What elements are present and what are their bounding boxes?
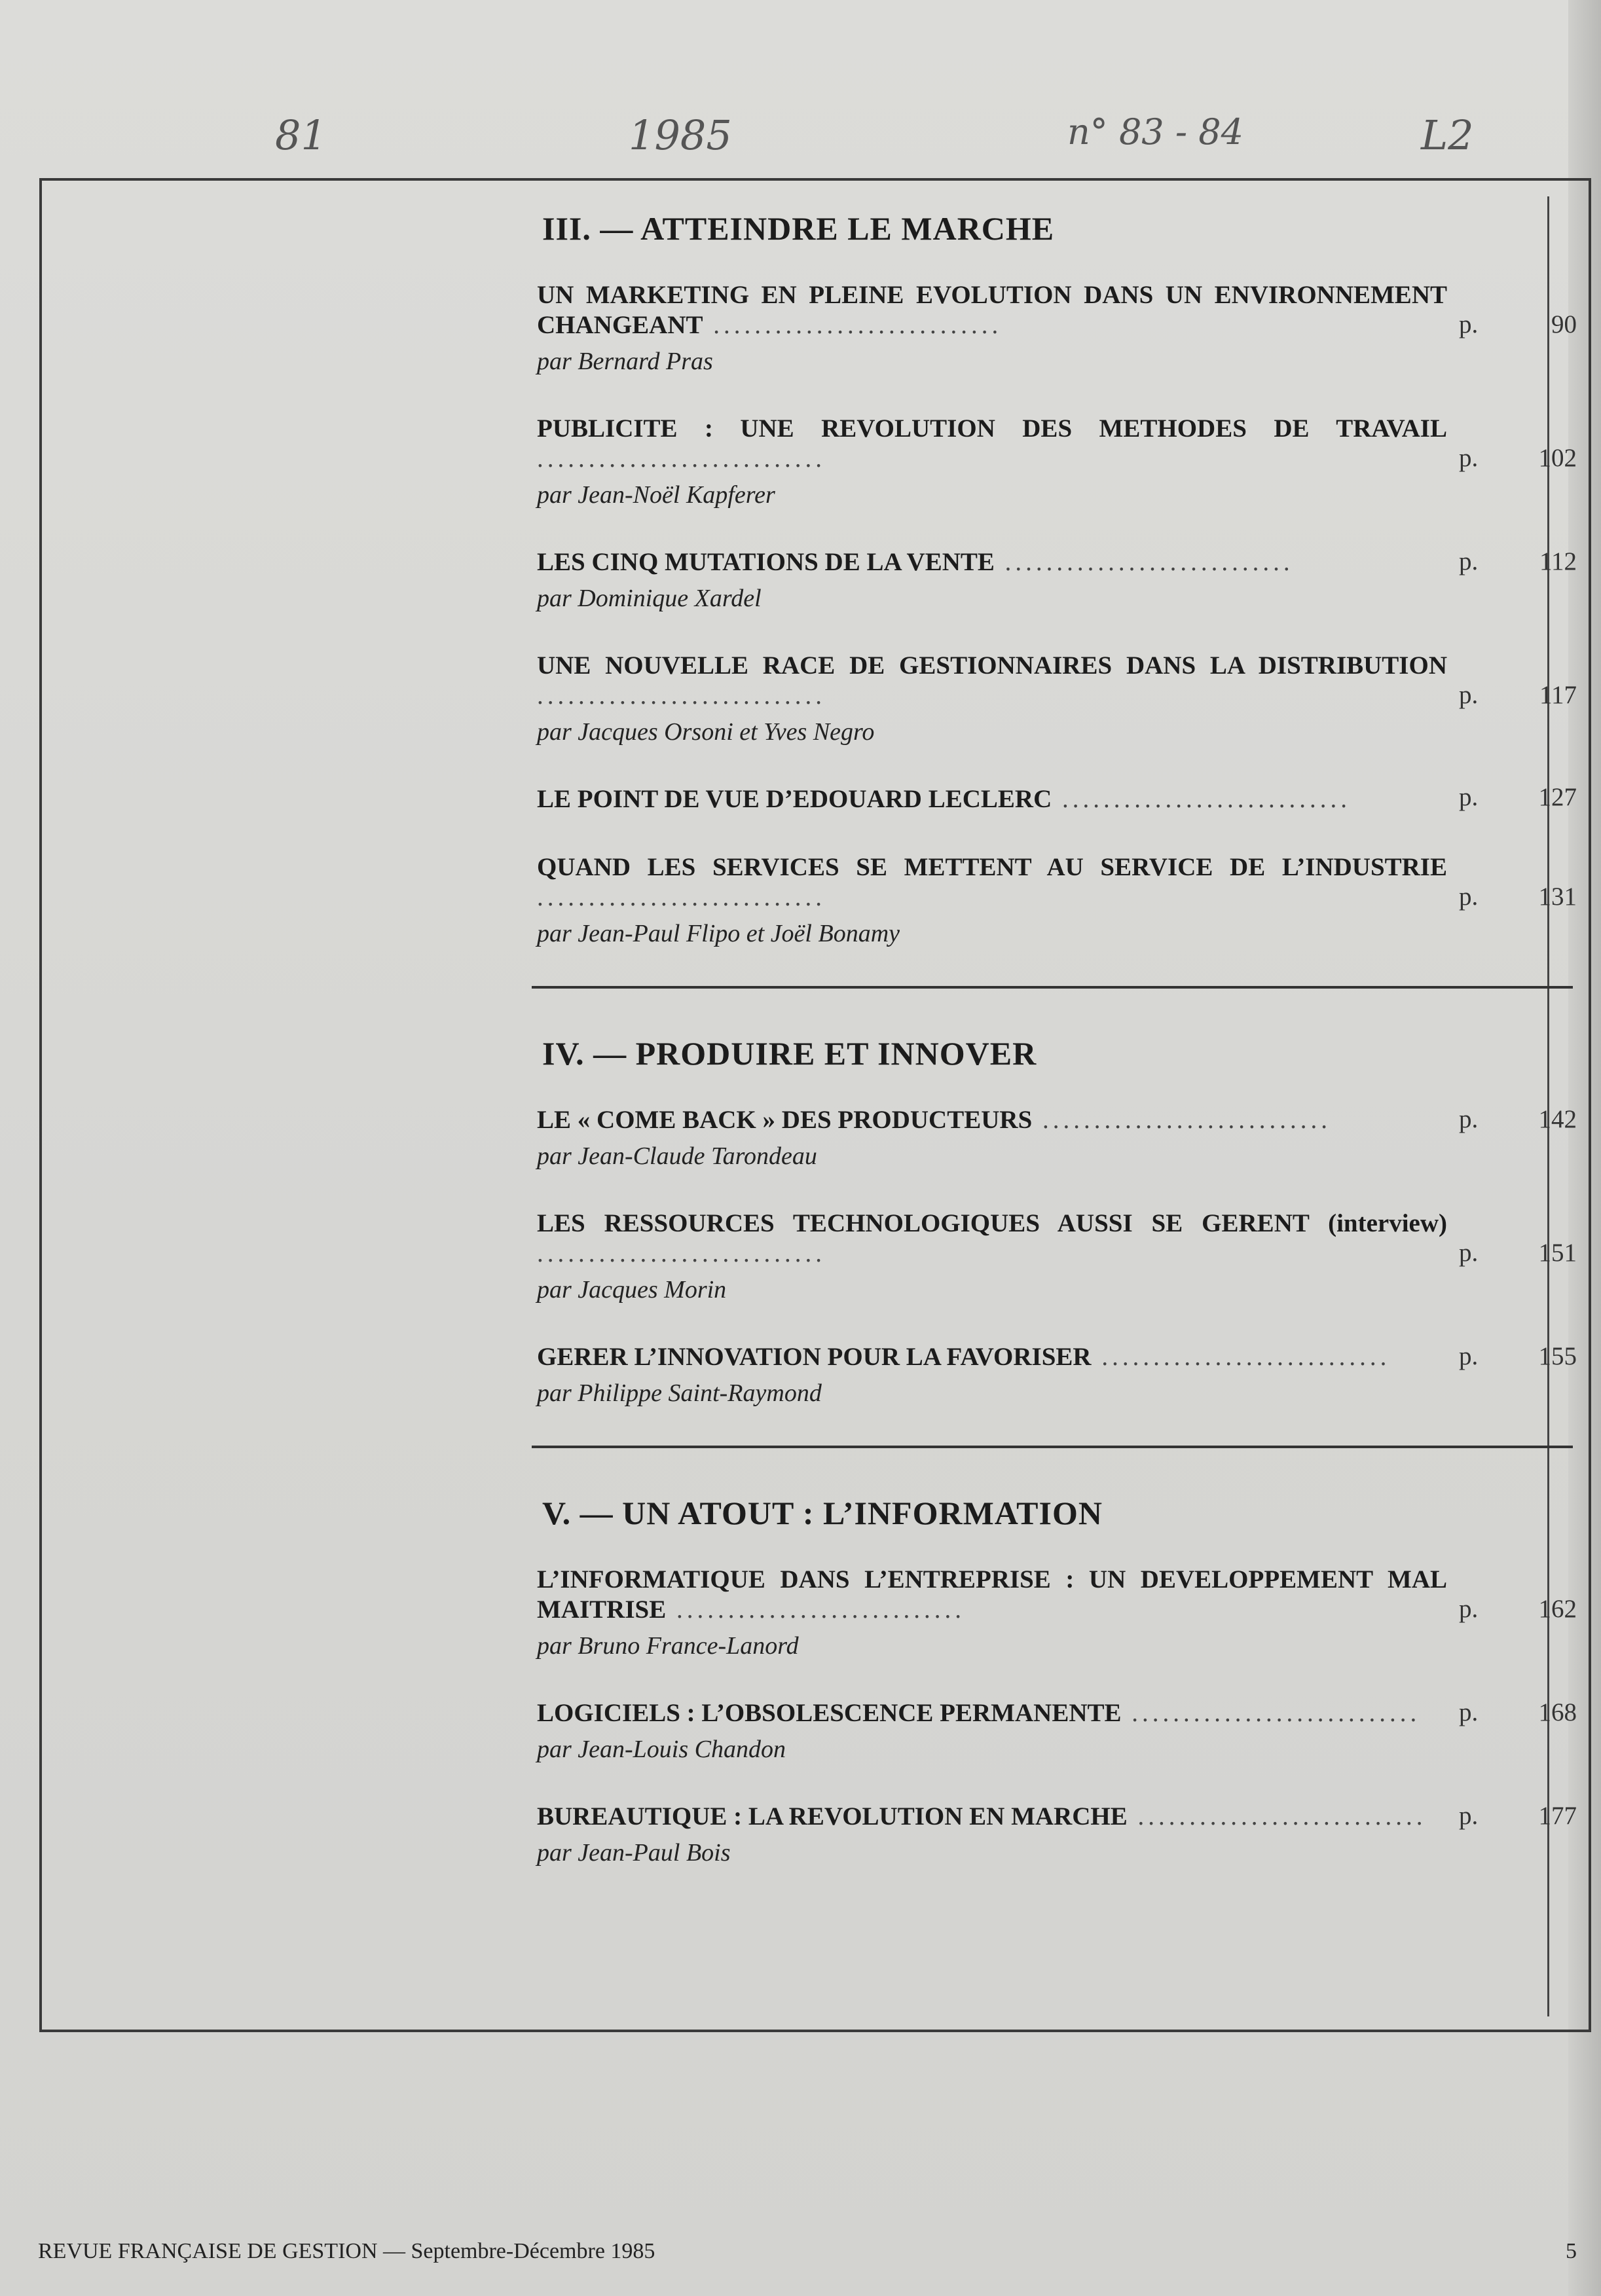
article-author: par Bernard Pras — [537, 348, 713, 375]
article-title — [537, 1698, 1447, 1728]
article-title-text: BUREAUTIQUE : LA REVOLUTION EN MARCHE — [537, 1802, 1128, 1831]
page-number-ref: 102 — [1538, 444, 1577, 472]
page-prefix: p. — [1459, 883, 1479, 911]
article-title-text: LOGICIELS : L’OBSOLESCENCE PERMANENTE — [537, 1699, 1122, 1727]
page-reference — [1459, 680, 1577, 710]
toc-section — [537, 1494, 1585, 1867]
article-title-text: PUBLICITE : UNE REVOLUTION DES METHODES DE TRAVAIL — [537, 414, 1447, 443]
article-title-text: L’INFORMATIQUE DANS L’ENTREPRISE : UN DEVELOPPEMENT MAL MAITRISE — [537, 1565, 1447, 1624]
toc-entry — [537, 784, 1585, 814]
article-author: par Jacques Morin — [537, 1276, 727, 1303]
article-title — [537, 280, 1447, 340]
leader-dots: ............................ — [1032, 1106, 1332, 1134]
page-reference — [1459, 547, 1577, 576]
page-number-ref: 155 — [1538, 1342, 1577, 1370]
toc-entry — [537, 414, 1585, 509]
toc-entry — [537, 651, 1585, 746]
article-author: par Dominique Xardel — [537, 585, 762, 612]
page-prefix: p. — [1459, 1105, 1479, 1133]
page-prefix: p. — [1459, 444, 1479, 472]
page-number-ref: 177 — [1538, 1802, 1577, 1830]
leader-dots: ............................ — [666, 1595, 965, 1624]
leader-dots: ............................ — [1091, 1343, 1391, 1371]
toc-entry — [537, 852, 1585, 948]
page-reference — [1459, 1341, 1577, 1371]
page-footer — [38, 2239, 1577, 2264]
article-title-text: LE « COME BACK » DES PRODUCTEURS — [537, 1106, 1033, 1134]
page-reference — [1459, 1238, 1577, 1267]
section-divider — [532, 1446, 1573, 1448]
toc-section — [537, 210, 1585, 948]
page-number-ref: 90 — [1551, 310, 1577, 338]
section-title: III. — ATTEINDRE LE MARCHE — [542, 210, 1055, 247]
article-title — [537, 1342, 1447, 1372]
page-reference — [1459, 1594, 1577, 1624]
toc-entry — [537, 1565, 1585, 1660]
page-prefix: p. — [1459, 681, 1479, 709]
leader-dots: ............................ — [1127, 1802, 1427, 1831]
leader-dots: ............................ — [537, 445, 826, 473]
leader-dots: ............................ — [1052, 785, 1352, 813]
page-reference — [1459, 1698, 1577, 1727]
article-title-text: GERER L’INNOVATION POUR LA FAVORISER — [537, 1343, 1092, 1371]
table-of-contents — [537, 210, 1585, 1905]
toc-entry — [537, 1209, 1585, 1304]
article-author: par Jacques Orsoni et Yves Negro — [537, 718, 875, 746]
article-author: par Philippe Saint-Raymond — [537, 1379, 822, 1407]
page-prefix: p. — [1459, 1239, 1479, 1267]
page-number-ref: 151 — [1538, 1239, 1577, 1267]
page-number-ref: 127 — [1538, 783, 1577, 811]
page-prefix: p. — [1459, 1698, 1479, 1726]
toc-entry — [537, 1698, 1585, 1764]
leader-dots: ............................ — [703, 311, 1003, 339]
leader-dots: ............................ — [994, 548, 1294, 576]
leader-dots: ............................ — [1121, 1699, 1421, 1727]
article-title-text: LE POINT DE VUE D’EDOUARD LECLERC — [537, 785, 1052, 813]
page-number-ref: 162 — [1538, 1595, 1577, 1623]
article-author: par Bruno France-Lanord — [537, 1632, 799, 1660]
page-reference — [1459, 443, 1577, 473]
handwritten-note: L2 — [1421, 111, 1474, 159]
article-author: par Jean-Paul Bois — [537, 1839, 731, 1867]
article-title — [537, 1565, 1447, 1625]
article-title — [537, 547, 1447, 577]
toc-entry — [537, 1105, 1585, 1171]
journal-footer: REVUE FRANÇAISE DE GESTION — Septembre-Décembre 1985 — [38, 2239, 655, 2263]
toc-section — [537, 1034, 1585, 1408]
article-author: par Jean-Louis Chandon — [537, 1736, 786, 1763]
page-reference — [1459, 310, 1577, 339]
article-title-text: UN MARKETING EN PLEINE EVOLUTION DANS UN ENVIRONNEMENT CHANGEANT — [537, 281, 1447, 339]
page-reference — [1459, 782, 1577, 812]
page-number-ref: 112 — [1539, 547, 1577, 575]
article-title — [537, 414, 1447, 474]
page-prefix: p. — [1459, 1595, 1479, 1623]
leader-dots: ............................ — [537, 883, 826, 911]
page-reference — [1459, 882, 1577, 911]
article-title — [537, 1105, 1447, 1135]
page-prefix: p. — [1459, 1342, 1479, 1370]
handwritten-note: n° 83 - 84 — [1067, 111, 1243, 153]
article-title — [537, 1209, 1447, 1269]
page-number-ref: 142 — [1538, 1105, 1577, 1133]
handwritten-note: 81 — [275, 111, 327, 159]
page-number-ref: 131 — [1538, 883, 1577, 911]
leader-dots: ............................ — [537, 1239, 826, 1267]
article-author: par Jean-Paul Flipo et Joël Bonamy — [537, 920, 900, 947]
section-title: V. — UN ATOUT : L’INFORMATION — [542, 1495, 1103, 1531]
page-number-ref: 168 — [1538, 1698, 1577, 1726]
article-title — [537, 852, 1447, 913]
article-title-text: UNE NOUVELLE RACE DE GESTIONNAIRES DANS LA DISTRIBUTION — [537, 651, 1447, 680]
leader-dots: ............................ — [537, 682, 826, 710]
section-title: IV. — PRODUIRE ET INNOVER — [542, 1035, 1037, 1072]
article-title-text: QUAND LES SERVICES SE METTENT AU SERVICE DE L’INDUSTRIE — [537, 853, 1447, 881]
section-divider — [532, 986, 1573, 989]
toc-entry — [537, 280, 1585, 376]
article-title — [537, 784, 1447, 814]
page-number: 5 — [1566, 2239, 1577, 2263]
article-author: par Jean-Noël Kapferer — [537, 481, 775, 509]
article-author: par Jean-Claude Tarondeau — [537, 1142, 817, 1170]
page-prefix: p. — [1459, 310, 1479, 338]
toc-entry — [537, 1342, 1585, 1408]
page-reference — [1459, 1104, 1577, 1134]
toc-entry — [537, 547, 1585, 613]
page-reference — [1459, 1801, 1577, 1831]
page-prefix: p. — [1459, 1802, 1479, 1830]
article-title-text: LES CINQ MUTATIONS DE LA VENTE — [537, 548, 995, 576]
handwritten-note: 1985 — [629, 111, 732, 159]
page-prefix: p. — [1459, 783, 1479, 811]
page-prefix: p. — [1459, 547, 1479, 575]
article-title — [537, 1802, 1447, 1832]
article-title — [537, 651, 1447, 711]
article-title-text: LES RESSOURCES TECHNOLOGIQUES AUSSI SE GERENT (interview) — [537, 1209, 1447, 1237]
toc-entry — [537, 1802, 1585, 1867]
page-number-ref: 117 — [1539, 681, 1577, 709]
